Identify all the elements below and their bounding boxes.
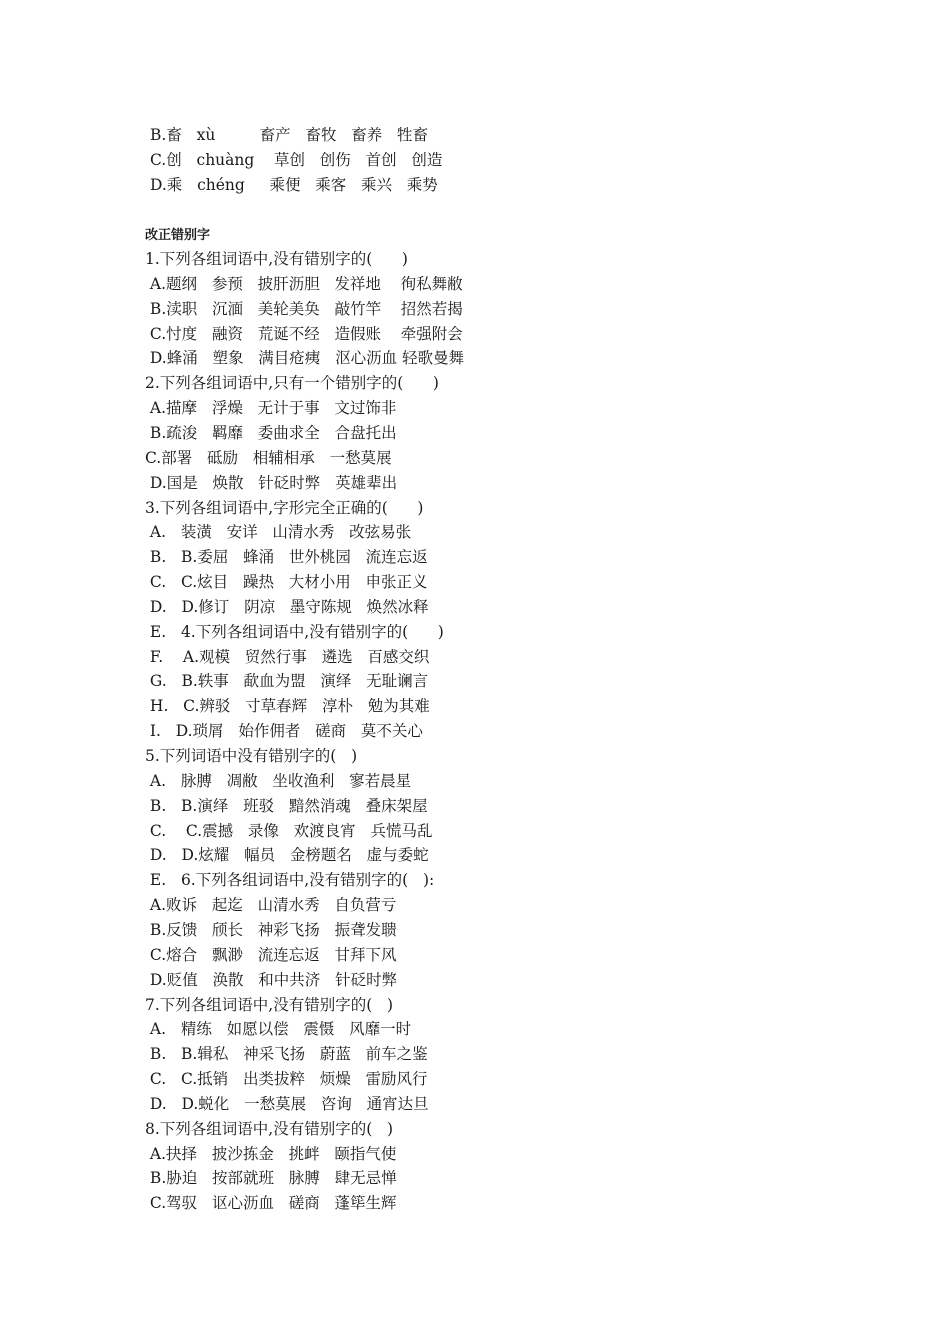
- content-line: A.描摩 浮燥 无计于事 文过饰非: [145, 399, 397, 417]
- content-line: A. 脉膊 凋敝 坐收渔利 寥若晨星: [145, 772, 412, 790]
- content-line: B.反馈 颀长 神彩飞扬 振聋发聩: [145, 921, 397, 939]
- content-line: 8.下列各组词语中,没有错别字的( ): [145, 1120, 394, 1138]
- content-line: 5.下列词语中没有错别字的( ): [145, 747, 358, 765]
- content-line: G. B.轶事 歃血为盟 演绎 无耻谰言: [145, 672, 429, 690]
- content-line: A. 装潢 安详 山清水秀 改弦易张: [145, 523, 412, 541]
- content-line: C.部署 砥励 相辅相承 一愁莫展: [145, 449, 392, 467]
- content-line: D.国是 焕散 针砭时弊 英雄辈出: [145, 474, 398, 492]
- content-line: C.忖度 融资 荒诞不经 造假账 牵强附会: [145, 325, 463, 343]
- content-line: E. 4.下列各组词语中,没有错别字的( ): [145, 623, 444, 641]
- content-line: C. C.震撼 录像 欢渡良宵 兵慌马乱: [145, 822, 433, 840]
- content-line: B. B.辑私 神采飞扬 蔚蓝 前车之鉴: [145, 1045, 428, 1063]
- option-line: C.创 chuàng 草创 创伤 首创 创造: [150, 151, 443, 169]
- content-line: A. 精练 如愿以偿 震慑 风靡一时: [145, 1020, 412, 1038]
- content-line: 1.下列各组词语中,没有错别字的( ): [145, 250, 408, 268]
- content-line: D.蜂涌 塑象 满目疮痍 沤心沥血 轻歌曼舞: [145, 349, 464, 367]
- content-line: I. D.琐屑 始作佣者 磋商 莫不关心: [145, 722, 423, 740]
- content-line: H. C.辨驳 寸草春辉 淳朴 勉为其难: [145, 697, 430, 715]
- content-line: C. C.抵销 出类拔粹 烦燥 雷励风行: [145, 1070, 428, 1088]
- content-line: D. D.蜕化 一愁莫展 咨询 通宵达旦: [145, 1095, 429, 1113]
- content-line: B.疏浚 羁靡 委曲求全 合盘托出: [145, 424, 397, 442]
- content-line: B.渎职 沉湎 美轮美奂 敲竹竿 招然若揭: [145, 300, 463, 318]
- content-line: C.驾驭 讴心沥血 磋商 蓬筚生辉: [145, 1194, 397, 1212]
- content-line: B.胁迫 按部就班 脉膊 肆无忌惮: [145, 1169, 397, 1187]
- content-line: D.贬值 涣散 和中共济 针砭时弊: [145, 971, 398, 989]
- content-line: C. C.炫目 躁热 大材小用 申张正义: [145, 573, 428, 591]
- section-title: 改正错别字: [145, 228, 211, 243]
- content-line: A.败诉 起迄 山清水秀 自负营亏: [145, 896, 397, 914]
- option-line: D.乘 chéng 乘便 乘客 乘兴 乘势: [150, 176, 438, 194]
- content-line: F. A.观模 贸然行事 遴选 百感交织: [145, 648, 430, 666]
- content-line: D. D.炫耀 幅员 金榜题名 虚与委蛇: [145, 846, 429, 864]
- content-line: 3.下列各组词语中,字形完全正确的( ): [145, 499, 424, 517]
- content-line: E. 6.下列各组词语中,没有错别字的( ):: [145, 871, 435, 889]
- content-line: B. B.演绎 班驳 黯然消魂 叠床架屋: [145, 797, 428, 815]
- content-line: A.抉择 披沙拣金 挑衅 颐指气使: [145, 1145, 397, 1163]
- content-line: C.熔合 飘渺 流连忘返 甘拜下风: [145, 946, 397, 964]
- option-line: B.畜 xù 畜产 畜牧 畜养 牲畜: [150, 126, 429, 144]
- content-line: B. B.委屈 蜂涌 世外桃园 流连忘返: [145, 548, 428, 566]
- content-line: D. D.修订 阴凉 墨守陈规 焕然冰释: [145, 598, 429, 616]
- content-line: 2.下列各组词语中,只有一个错别字的( ): [145, 374, 439, 392]
- content-line: 7.下列各组词语中,没有错别字的( ): [145, 996, 394, 1014]
- content-line: A.题纲 参预 披肝沥胆 发祥地 徇私舞敝: [145, 275, 463, 293]
